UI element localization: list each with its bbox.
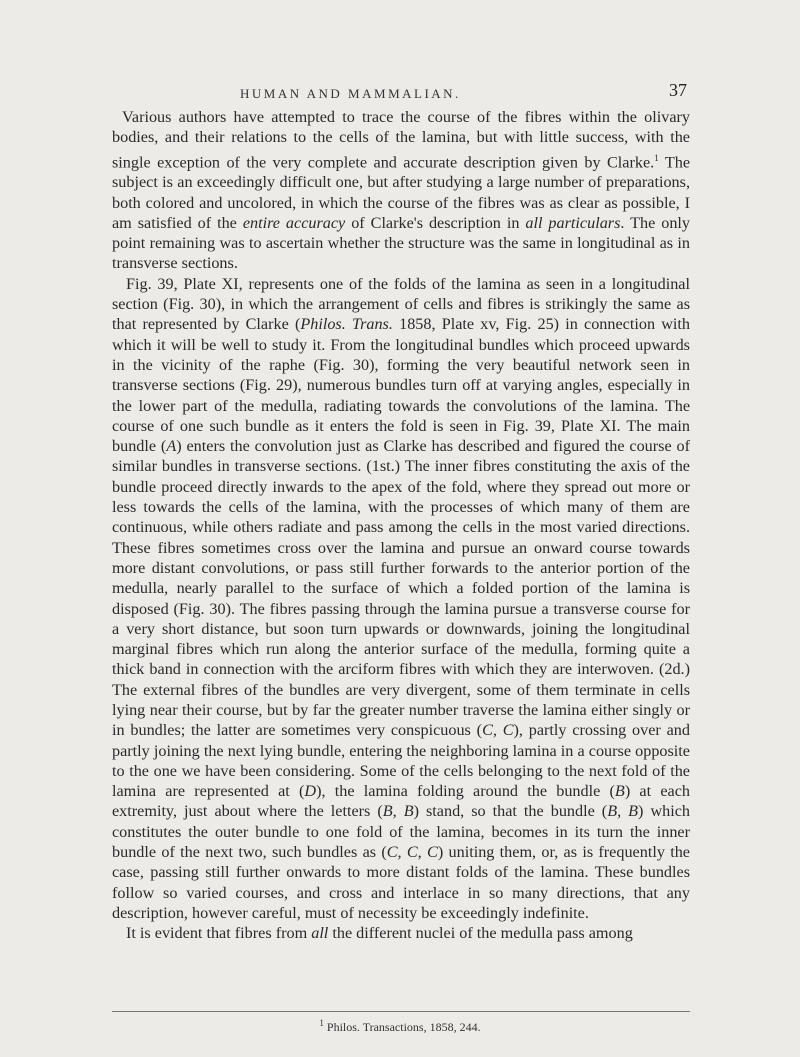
footnote-mark: 1 — [319, 1018, 324, 1028]
italic-text: Philos. Trans. — [300, 315, 393, 334]
paragraph — [112, 274, 690, 924]
page-number: 37 — [669, 80, 687, 100]
italic-text: B, B — [607, 802, 639, 821]
text-run: ), the lamina folding around the bundle ( — [316, 782, 615, 801]
text-run: 1858, Plate xv, Fig. 25) in connection with which it will be well to study it. From the longitudinal bundles which proceed upwards in the vicinity of the raphe (Fig. 30), forming the very beautiful network seen in transverse sections (Fig. 29), numerous bundles turn off at varying angles, especially in the lower part of the medulla, radiating towards the convolutions of the lamina. The course of one such bundle as it enters the fold is seen in Fig. 39, Plate XI. The main bundle ( — [112, 315, 691, 456]
text-run: ) stand, so that the bundle ( — [413, 802, 608, 821]
running-head: HUMAN AND MAMMALIAN. — [240, 86, 461, 101]
italic-text: all — [311, 924, 329, 943]
text-run: Fig. 39, Plate XI, represents one of the folds of the lamina as seen in a longitudinal section (Fig. 30), in which the arrangement of cells and fibres is strikingly the same as that represented by Clarke ( — [112, 274, 690, 334]
text-run: . The only point remaining was to ascertain whether the structure was the same in longitudinal as in transverse sections. — [112, 213, 690, 273]
italic-text: A — [166, 437, 177, 456]
footnote-ref: 1 — [654, 152, 659, 163]
text-run: The subject is an exceedingly difficult one, but after studying a large number of preparations, both colored and uncolored, in which the course of the fibres was as clear as possible, I am satisfied of the — [112, 152, 691, 232]
italic-text: all particulars — [525, 213, 621, 232]
text-run: It is evident that fibres from — [126, 924, 312, 943]
text-run: ) uniting them, or, as is frequently the case, passing still further onwards to more distant folds of the lamina. These bundles follow so varied courses, and cross and interlace in so many directions, that any description, however careful, must of necessity be exceedingly indefinite. — [112, 843, 690, 922]
italic-text: C, C — [482, 721, 514, 740]
text-run: ) enters the convolution just as Clarke has described and figured the course of similar bundles in transverse sections. (1st.) The inner fibres constituting the axis of the bundle proceed directly inwards to the apex of the fold, where they spread out more or less towards the cells of the lamina, with the processes of which many of them are continuous, while others radiate and pass among the cells in the most varied directions. These fibres sometimes cross over the lamina and pursue an onward course towards more distant convolutions, or pass still further forwards to the anterior portion of the medulla, nearly parallel to the surface of which a folded portion of the lamina is disposed (Fig. 30). The fibres passing through the lamina pursue a transverse course for a very short distance, but soon turn upwards or downwards, joining the longitudinal marginal fibres which run along the anterior surface of the medulla, forming quite a thick band in connection with the arciform fibres with which they are interwoven. (2d.) The external fibres of the bundles are very divergent, some of them terminate in cells lying near their course, but by far the greater number traverse the lamina either singly or in bundles; the latter are sometimes very conspicuous ( — [112, 437, 690, 740]
paragraph — [112, 923, 690, 943]
text-run: ), partly crossing over and partly joining the next lying bundle, entering the neighboring lamina in a course opposite to the one we have been considering. Some of the cells belonging to the next fold of the lamina are represented at ( — [112, 721, 690, 801]
body-text — [112, 107, 690, 944]
footnote-rule — [112, 1011, 690, 1012]
text-run: Various authors have attempted to trace the course of the fibres within the olivary bodies, and their relations to the cells of the lamina, but with little success, with the single exception of the very complete and accurate description given by Clarke. — [112, 108, 690, 171]
italic-text: B — [614, 782, 625, 801]
page-header — [0, 80, 800, 110]
italic-text: C, C, C — [386, 843, 438, 862]
text-run: ) which constitutes the outer bundle to one fold of the lamina, becomes in its turn the inner bundle of the next two, such bundles as ( — [112, 802, 691, 862]
footnote — [0, 1018, 800, 1035]
text-run: ) at each extremity, just about where the letters ( — [112, 782, 690, 821]
footnote-text: Philos. Transactions, 1858, 244. — [326, 1020, 481, 1034]
italic-text: B, B — [382, 802, 414, 821]
text-run: the different nuclei of the medulla pass among — [328, 924, 633, 943]
italic-text: D — [304, 782, 317, 801]
paragraph — [112, 107, 690, 274]
italic-text: entire accuracy — [242, 213, 346, 232]
text-run: of Clarke's description in — [345, 213, 526, 232]
